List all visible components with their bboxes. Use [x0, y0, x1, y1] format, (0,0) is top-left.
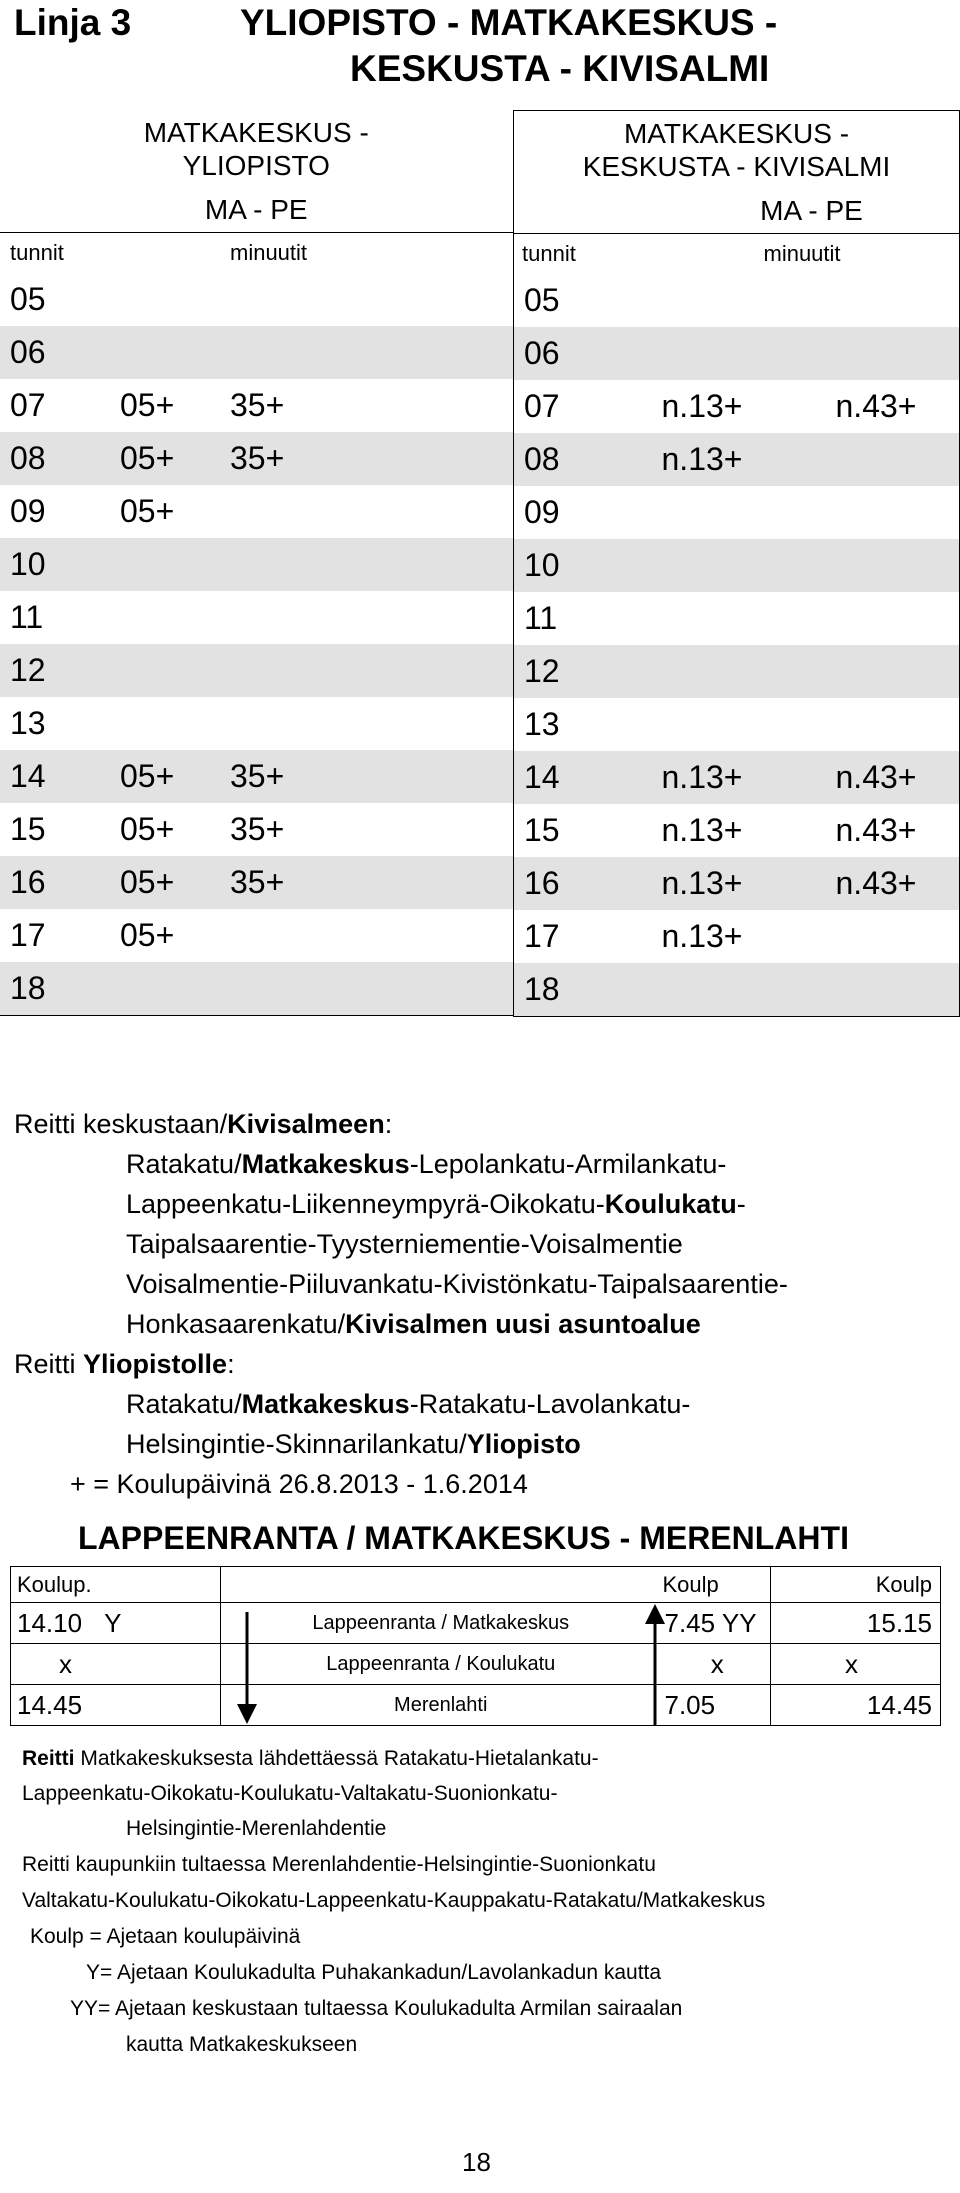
- route-kivisalmi-line: Voisalmentie-Piiluvankatu-Kivistönkatu-Taipalsaarentie-: [126, 1269, 788, 1299]
- minute-cell: 05+: [120, 811, 175, 847]
- timetable-title-line: YLIOPISTO: [182, 150, 330, 181]
- minute-cell: [220, 538, 513, 591]
- minute-cell: n.13+: [661, 918, 743, 954]
- minute-cell: [642, 592, 824, 645]
- minute-cell: 05+: [120, 493, 175, 529]
- hour-row: [0, 379, 513, 432]
- hour-row: [514, 645, 960, 698]
- route-text: Helsingintie-Skinnarilankatu/: [126, 1429, 467, 1459]
- hour-cell: 07: [10, 387, 46, 423]
- route-kivisalmi-line: [126, 1304, 701, 1344]
- hour-cell: 12: [514, 645, 642, 698]
- route-text: -Lepolankatu-Armilankatu-: [409, 1149, 727, 1179]
- hour-row: [514, 539, 960, 592]
- minute-cell: [642, 698, 824, 751]
- hour-cell: 08: [514, 433, 642, 486]
- legend-yy: [70, 1992, 682, 2026]
- route-colon: :: [384, 1109, 393, 1139]
- route-stop-bold: Matkakeskus: [241, 1149, 410, 1179]
- route-text: -Ratakatu-Lavolankatu-: [409, 1389, 691, 1419]
- time-value: 14.45: [17, 1689, 83, 1720]
- legend-koulp: [30, 1920, 300, 1954]
- hour-cell: 14: [0, 750, 110, 803]
- minute-cell: 35+: [220, 856, 513, 909]
- hour-row: [514, 592, 960, 645]
- col-header-empty: [221, 1567, 661, 1603]
- hour-cell: 12: [0, 644, 110, 697]
- hour-row: [514, 804, 960, 857]
- minute-cell: [220, 591, 513, 644]
- arrow-up-icon: [645, 1604, 665, 1726]
- minute-cell: [110, 326, 220, 379]
- note-line: Helsingintie-Merenlahdentie: [126, 1817, 387, 1840]
- minute-cell: [824, 910, 960, 963]
- hour-cell: 14: [514, 751, 642, 804]
- minute-cell: [824, 433, 960, 486]
- hour-row: [0, 326, 513, 379]
- hour-row: [0, 538, 513, 591]
- lappeenranta-title: LAPPEENRANTA / MATKAKESKUS - MERENLAHTI: [78, 1520, 849, 1556]
- school-time: 15.15: [771, 1603, 941, 1644]
- col-header-koulp: Koulp: [661, 1567, 771, 1603]
- minute-cell: n.43+: [835, 388, 917, 424]
- hour-cell: 08: [0, 432, 110, 485]
- hour-cell: 11: [10, 599, 44, 635]
- hour-row: [0, 697, 513, 750]
- minute-cell: 35+: [220, 750, 513, 803]
- minute-cell: [824, 963, 960, 1017]
- hour-cell: 11: [524, 600, 558, 636]
- minute-cell: 35+: [220, 432, 513, 485]
- hour-cell: 06: [514, 327, 642, 380]
- timetable-rows: [514, 274, 960, 1017]
- hours-header: tunnit: [514, 234, 642, 275]
- time-value: x: [59, 1648, 72, 1679]
- school-time: x: [661, 1644, 771, 1685]
- hour-row: [514, 380, 960, 433]
- legend-value: Ajetaan Koulukadulta Puhakankadun/Lavolankadun kautta: [116, 1961, 662, 1984]
- route-colon: :: [227, 1349, 235, 1379]
- hour-row: [0, 485, 513, 538]
- minute-cell: [220, 697, 513, 750]
- minute-cell: [642, 963, 824, 1017]
- minute-cell: 35+: [230, 387, 285, 423]
- minute-cell: [220, 326, 513, 379]
- route-stop-bold: Koulukatu: [604, 1189, 737, 1219]
- legend-value: Ajetaan koulupäivinä: [106, 1925, 301, 1948]
- hour-row: [514, 698, 960, 751]
- minute-cell: [642, 327, 824, 380]
- note-line: Lappeenkatu-Oikokatu-Koulukatu-Valtakatu-Suonionkatu-: [22, 1782, 558, 1805]
- hour-cell: 13: [524, 706, 560, 742]
- route-title-line-1: YLIOPISTO - MATKAKESKUS -: [240, 2, 778, 43]
- minute-cell: [824, 274, 960, 327]
- hour-cell: 05: [524, 282, 560, 318]
- school-time: 14.45: [771, 1685, 941, 1726]
- weekday-label: MA - PE: [760, 195, 863, 226]
- minute-cell: n.43+: [835, 812, 917, 848]
- route-text: Honkasaarenkatu/: [126, 1309, 346, 1339]
- minute-cell: [110, 644, 220, 697]
- hour-row: [0, 644, 513, 697]
- hour-cell: 07: [524, 388, 560, 424]
- hour-row: [0, 591, 513, 644]
- minutes-header: minuutit: [110, 233, 513, 274]
- timetable-title: [514, 111, 960, 190]
- note-text: Matkakeskuksesta lähdettäessä Ratakatu-Hietalankatu-: [74, 1747, 599, 1770]
- legend-y: [86, 1956, 661, 1990]
- timetable-kivisalmi: [513, 110, 960, 1017]
- route-yliopisto-heading: [14, 1344, 235, 1384]
- route-label: Reitti: [14, 1349, 84, 1379]
- hour-row: [0, 856, 513, 909]
- route-text: -: [736, 1189, 746, 1219]
- hour-row: [0, 962, 513, 1016]
- minute-cell: n.43+: [824, 857, 960, 910]
- legend-key: Koulp =: [30, 1925, 102, 1948]
- school-time: x: [771, 1644, 941, 1685]
- hour-cell: 10: [0, 538, 110, 591]
- minute-cell: [642, 539, 824, 592]
- hour-cell: 10: [514, 539, 642, 592]
- school-days-note: + = Koulupäivinä 26.8.2013 - 1.6.2014: [70, 1469, 528, 1499]
- route-kivisalmi-line: [126, 1184, 746, 1224]
- minute-cell: n.13+: [661, 812, 743, 848]
- hour-cell: 15: [10, 811, 46, 847]
- minute-cell: [110, 962, 220, 1016]
- hour-row: [0, 750, 513, 803]
- route-yliopisto-line: [126, 1384, 690, 1424]
- hour-row: [514, 963, 960, 1017]
- minute-cell: 05+: [110, 432, 220, 485]
- route-stop-bold: Matkakeskus: [241, 1389, 410, 1419]
- minute-cell: [824, 592, 960, 645]
- note-label: Reitti: [22, 1747, 75, 1770]
- hour-row: [0, 803, 513, 856]
- hour-cell: 13: [10, 705, 46, 741]
- minute-cell: [110, 273, 220, 326]
- hour-row: [514, 910, 960, 963]
- route-stop-bold: Yliopisto: [466, 1429, 581, 1459]
- legend-key: Y=: [86, 1961, 113, 1984]
- hour-row: [0, 909, 513, 962]
- stop-name: Lappeenranta / Matkakeskus: [221, 1603, 661, 1644]
- line-number: Linja 3: [14, 2, 132, 43]
- minute-cell: [110, 697, 220, 750]
- minute-cell: n.43+: [824, 751, 960, 804]
- legend-yy-cont: kautta Matkakeskukseen: [126, 2033, 358, 2056]
- minute-cell: 05+: [110, 750, 220, 803]
- timetable-title-line: MATKAKESKUS -: [143, 117, 369, 148]
- minute-cell: [642, 645, 824, 698]
- note-route-from: [22, 1742, 599, 1776]
- hour-row: [514, 327, 960, 380]
- minute-cell: 05+: [120, 387, 175, 423]
- hour-row: [514, 486, 960, 539]
- minute-cell: 05+: [110, 856, 220, 909]
- timetable-yliopisto: [0, 110, 514, 1016]
- route-kivisalmi-heading: [14, 1104, 392, 1144]
- minute-cell: [110, 591, 220, 644]
- minute-cell: [824, 698, 960, 751]
- minute-cell: [642, 274, 824, 327]
- minute-cell: [110, 538, 220, 591]
- timetable-title-line: MATKAKESKUS -: [623, 118, 850, 149]
- direction-arrows: [0, 1600, 960, 1730]
- time-value: 14.10: [17, 1607, 83, 1638]
- minute-cell: [220, 273, 513, 326]
- route-kivisalmi-line: Taipalsaarentie-Tyysterniementie-Voisalmentie: [126, 1229, 683, 1259]
- hour-row: [514, 433, 960, 486]
- weekday-label: MA - PE: [204, 194, 308, 225]
- hour-cell: 16: [0, 856, 110, 909]
- school-time: 7.05: [661, 1685, 771, 1726]
- minute-cell: [824, 486, 960, 539]
- route-text: Lappeenkatu-Liikenneympyrä-Oikokatu-: [126, 1189, 605, 1219]
- arrow-down-icon: [237, 1612, 257, 1724]
- route-title-line-2: KESKUSTA - KIVISALMI: [350, 48, 770, 89]
- time-marker: Y: [104, 1607, 122, 1638]
- minute-cell: [824, 539, 960, 592]
- minute-cell: n.13+: [661, 388, 743, 424]
- page-number: 18: [462, 2147, 491, 2177]
- hour-row: [514, 274, 960, 327]
- note-route-to: Reitti kaupunkiin tultaessa Merenlahdentie-Helsingintie-Suonionkatu: [22, 1853, 656, 1876]
- col-header-koulup: Koulup.: [11, 1567, 221, 1603]
- minute-cell: n.13+: [642, 857, 824, 910]
- hour-cell: 09: [524, 494, 560, 530]
- timetable-rows: [0, 273, 513, 1016]
- hour-cell: 16: [514, 857, 642, 910]
- minutes-header: minuutit: [642, 234, 960, 275]
- minute-cell: [220, 644, 513, 697]
- timetable-title: [0, 110, 513, 188]
- minute-cell: 05+: [120, 917, 175, 953]
- hour-cell: 05: [10, 281, 46, 317]
- hours-header: tunnit: [0, 233, 110, 274]
- route-label: Reitti keskustaan/: [14, 1109, 228, 1139]
- minute-cell: 35+: [230, 811, 285, 847]
- hour-cell: 15: [524, 812, 560, 848]
- minute-cell: [642, 486, 824, 539]
- legend-key: YY=: [70, 1997, 111, 2020]
- minute-cell: [824, 645, 960, 698]
- minute-cell: [824, 327, 960, 380]
- route-destination: Kivisalmeen: [227, 1109, 385, 1139]
- note-line: Valtakatu-Koulukatu-Oikokatu-Lappeenkatu-Kauppakatu-Ratakatu/Matkakeskus: [22, 1889, 766, 1912]
- hour-cell: 18: [0, 962, 110, 1016]
- minute-cell: [220, 962, 513, 1016]
- route-kivisalmi-line: [126, 1144, 726, 1184]
- hour-cell: 06: [0, 326, 110, 379]
- school-time: 7.45 YY: [661, 1603, 771, 1644]
- timetable-title-line: KESKUSTA - KIVISALMI: [582, 151, 891, 182]
- hour-row: [0, 432, 513, 485]
- route-text: Ratakatu/: [126, 1389, 242, 1419]
- legend-value: Ajetaan keskustaan tultaessa Koulukadulta Armilan sairaalan: [114, 1997, 683, 2020]
- hour-cell: 17: [524, 918, 560, 954]
- route-text: Ratakatu/: [126, 1149, 242, 1179]
- minute-cell: [220, 909, 513, 962]
- hour-row: [0, 273, 513, 326]
- route-stop-bold: Kivisalmen uusi asuntoalue: [345, 1309, 701, 1339]
- col-header-koulp: Koulp: [771, 1567, 941, 1603]
- hour-cell: 09: [10, 493, 46, 529]
- hour-row: [514, 751, 960, 804]
- hour-cell: 17: [10, 917, 46, 953]
- stop-name: Lappeenranta / Koulukatu: [221, 1644, 661, 1685]
- minute-cell: [220, 485, 513, 538]
- stop-name: Merenlahti: [221, 1685, 661, 1726]
- route-yliopisto-line: [126, 1424, 581, 1464]
- minute-cell: n.13+: [642, 751, 824, 804]
- route-destination: Yliopistolle: [83, 1349, 228, 1379]
- hour-row: [514, 857, 960, 910]
- hour-cell: 18: [514, 963, 642, 1017]
- minute-cell: n.13+: [642, 433, 824, 486]
